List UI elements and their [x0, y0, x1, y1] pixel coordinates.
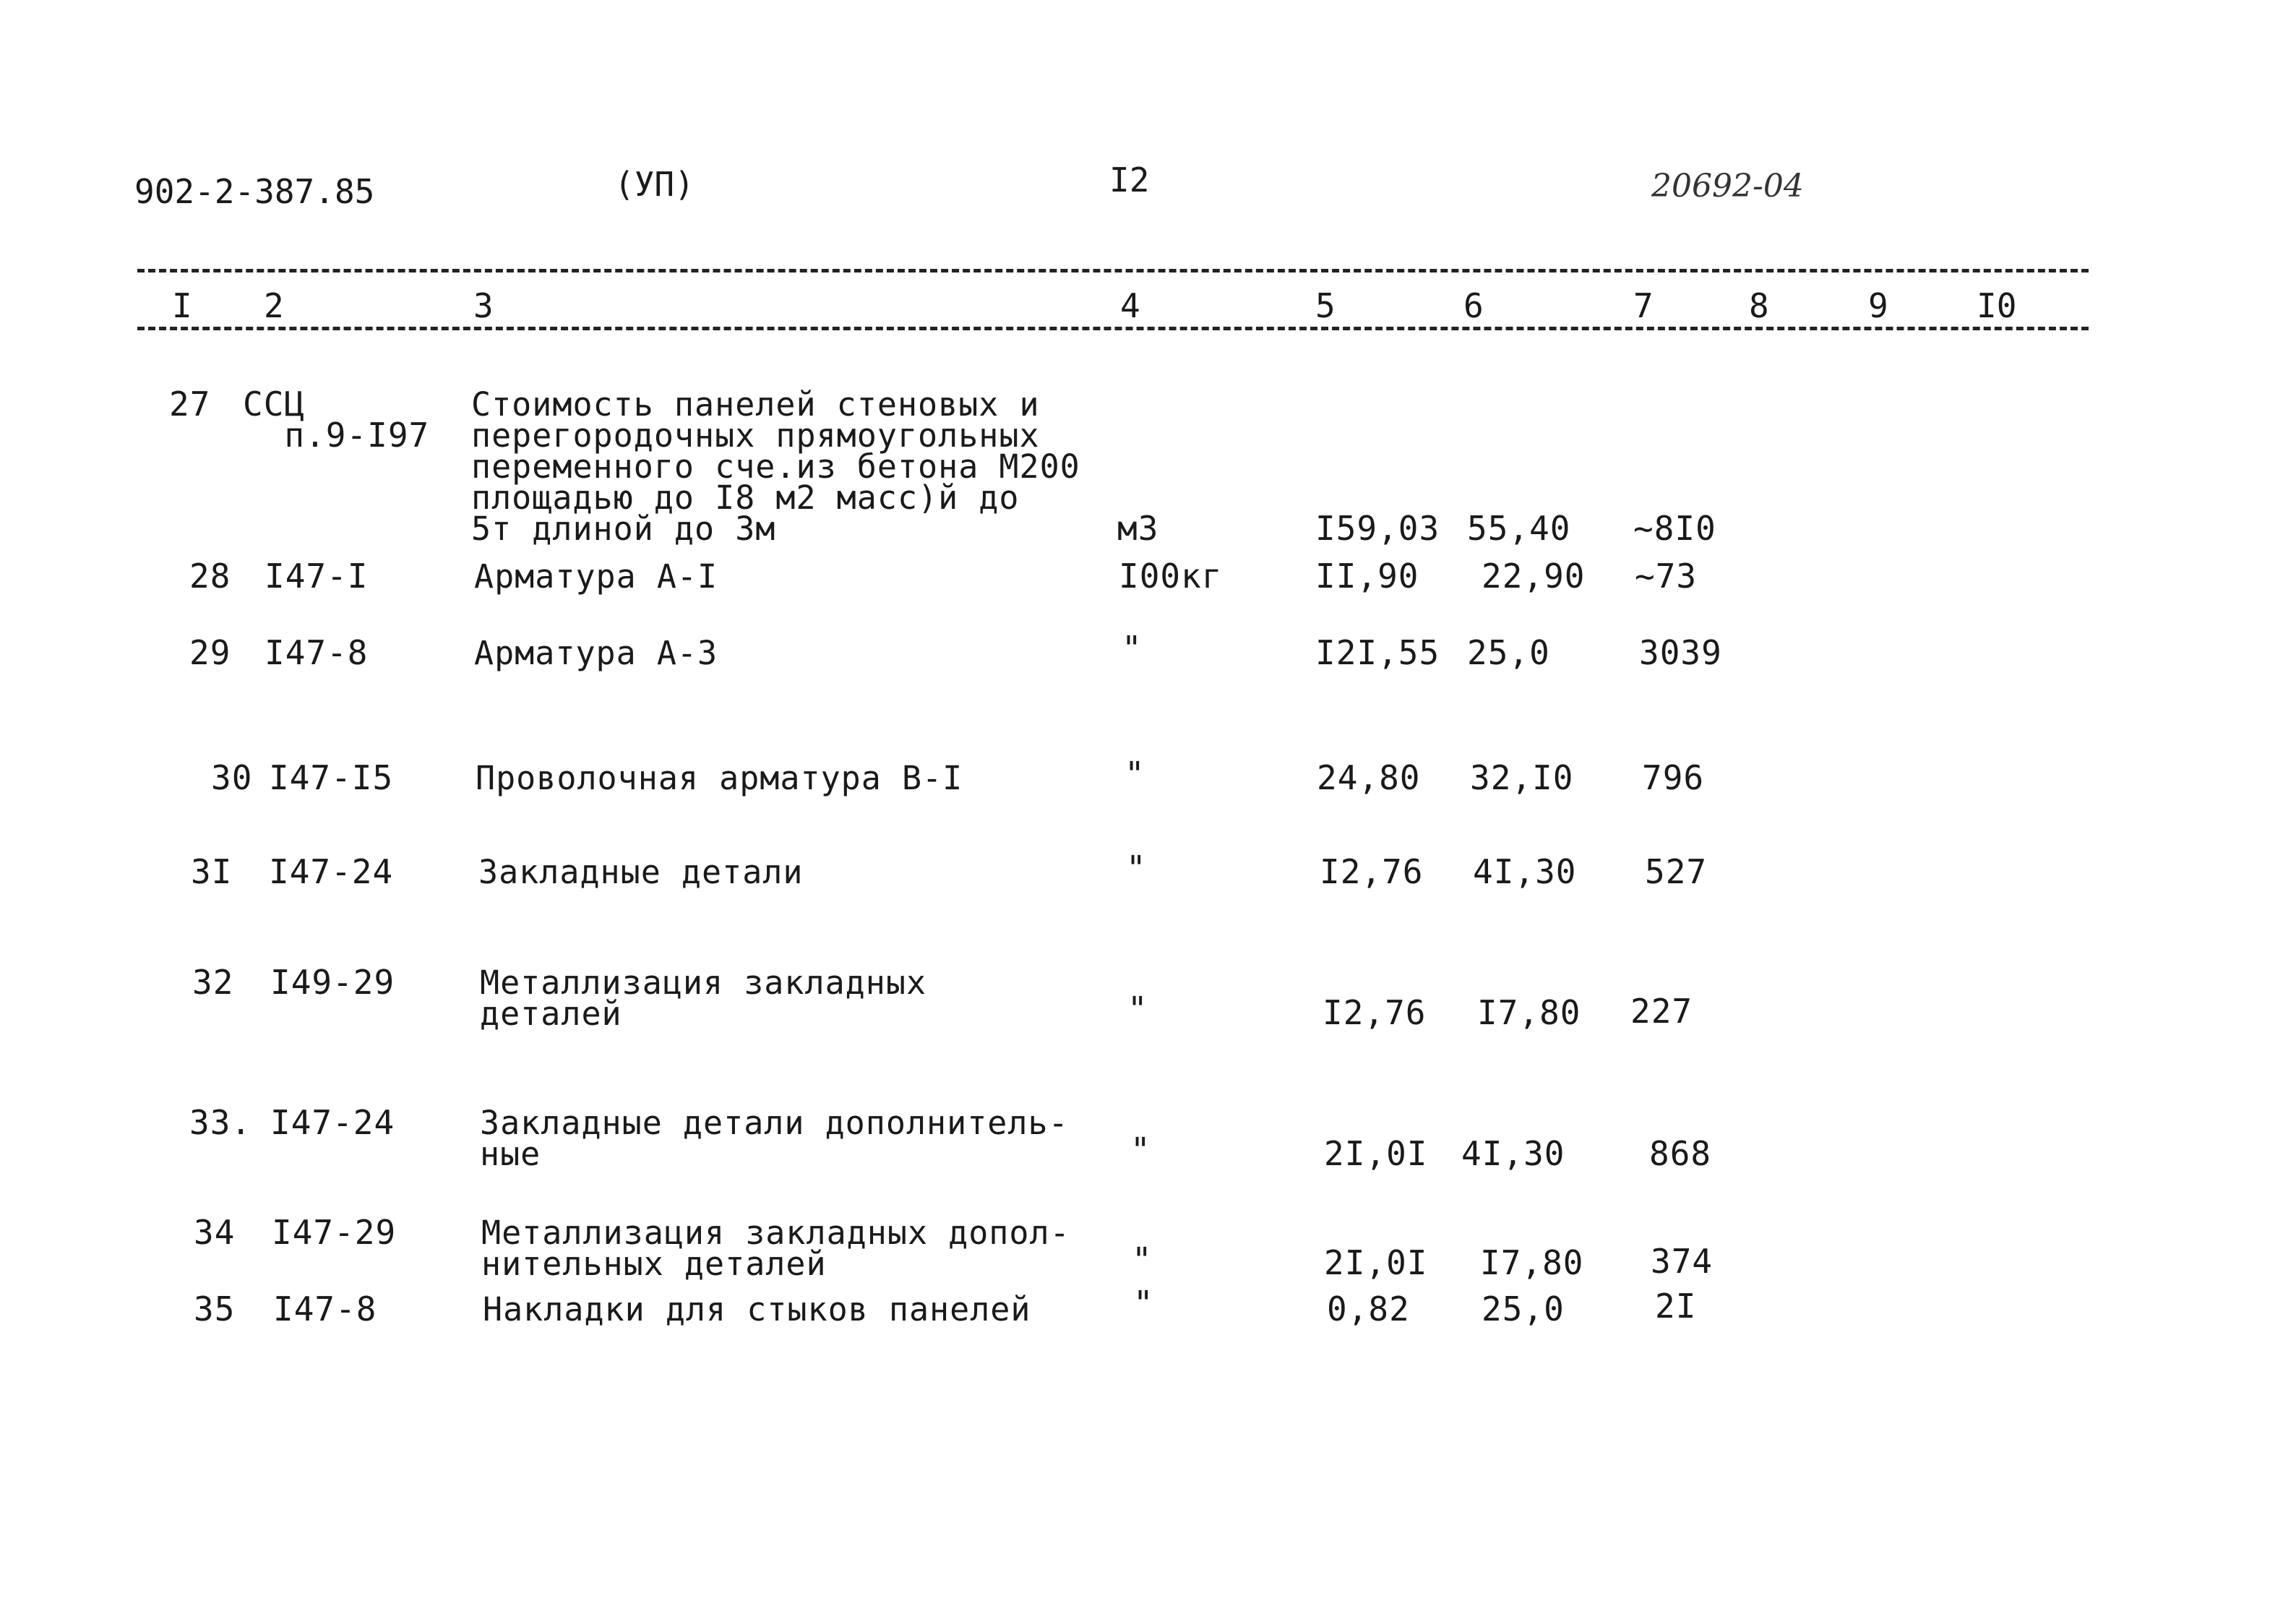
row-price: I59,03 [1315, 509, 1440, 548]
row-unit: " [1125, 755, 1145, 794]
row-unit: м3 [1117, 509, 1159, 548]
row-number: 30 [211, 758, 253, 797]
section-code: (УП) [614, 165, 695, 204]
column-number-2: 2 [264, 286, 284, 325]
row-description: Закладные детали [478, 853, 804, 891]
row-number: 33. [189, 1103, 252, 1142]
row-description: Проволочная арматура В-I [476, 759, 963, 797]
row-number: 29 [189, 633, 231, 672]
row-price: 2I,0I [1324, 1134, 1428, 1173]
inventory-number: 20692-04 [1651, 168, 1804, 205]
row-description: Закладные детали дополнитель- ные [480, 1104, 1069, 1173]
row-total: 796 [1642, 758, 1705, 797]
row-code: I47-8 [265, 633, 369, 672]
row-description: Стоимость панелей стеновых и перегородочных прямоугольных переменного сче.из бетона М200 площадью до I8 м2 масс)й до 5т длиной до 3м [471, 385, 1080, 548]
row-coefficient: 22,90 [1482, 557, 1586, 596]
page-number: I2 [1109, 160, 1150, 199]
row-total: 3039 [1639, 633, 1722, 672]
top-dashed-rule [137, 269, 2089, 272]
row-price: I2I,55 [1315, 633, 1440, 672]
row-number: 35 [194, 1289, 236, 1329]
row-code: ССЦ п.9-I97 [243, 385, 430, 455]
row-price: I2,76 [1323, 993, 1427, 1032]
row-total: ~73 [1635, 557, 1698, 596]
row-number: 32 [192, 963, 234, 1002]
row-code: I47-24 [269, 852, 394, 891]
row-price: II,90 [1315, 557, 1419, 596]
row-number: 3I [191, 852, 233, 891]
column-number-3: 3 [473, 286, 494, 325]
row-coefficient: 25,0 [1482, 1289, 1565, 1329]
doc-code: 902-2-387.85 [134, 172, 375, 211]
row-total: 227 [1630, 992, 1693, 1031]
column-number-5: 5 [1315, 286, 1336, 325]
row-code: I47-8 [273, 1289, 377, 1329]
row-coefficient: 55,40 [1467, 509, 1571, 548]
row-total: 868 [1649, 1134, 1712, 1173]
column-number-10: I0 [1977, 286, 2017, 325]
row-code: I47-I5 [269, 758, 394, 797]
column-number-7: 7 [1633, 286, 1654, 325]
row-number: 34 [194, 1213, 236, 1252]
row-price: 24,80 [1317, 758, 1421, 797]
row-number: 27 [169, 385, 211, 424]
row-number: 28 [189, 557, 231, 596]
row-price: 2I,0I [1324, 1243, 1428, 1282]
row-description: Металлизация закладных допол- нительных деталей [481, 1214, 1070, 1283]
row-code: I49-29 [270, 963, 395, 1002]
column-number-1: I [172, 286, 192, 325]
row-description: Арматура А-3 [474, 634, 718, 672]
row-total: 374 [1651, 1242, 1714, 1281]
row-total: ~8I0 [1633, 509, 1716, 548]
row-description: Арматура А-I [474, 557, 718, 596]
column-number-8: 8 [1749, 286, 1769, 325]
row-unit: " [1122, 629, 1143, 668]
row-description: Накладки для стыков панелей [483, 1290, 1031, 1329]
row-price: 0,82 [1327, 1289, 1410, 1329]
header-dashed-rule [137, 327, 2089, 330]
row-description: Металлизация закладных деталей [480, 963, 927, 1033]
row-total: 2I [1655, 1287, 1697, 1326]
row-coefficient: 4I,30 [1461, 1134, 1565, 1173]
row-coefficient: I7,80 [1477, 993, 1581, 1032]
row-unit: " [1130, 1130, 1151, 1169]
column-number-9: 9 [1868, 286, 1888, 325]
row-unit: " [1126, 849, 1147, 888]
row-total: 527 [1645, 852, 1708, 891]
row-unit: " [1133, 1284, 1154, 1323]
row-coefficient: I7,80 [1480, 1243, 1584, 1282]
row-coefficient: 25,0 [1467, 633, 1550, 672]
row-unit: I00кг [1119, 557, 1223, 596]
row-code: I47-24 [270, 1103, 395, 1142]
column-number-4: 4 [1120, 286, 1140, 325]
column-number-6: 6 [1463, 286, 1484, 325]
row-unit: " [1127, 990, 1148, 1029]
row-coefficient: 4I,30 [1473, 852, 1577, 891]
row-code: I47-29 [272, 1213, 397, 1252]
row-code: I47-I [265, 557, 369, 596]
row-price: I2,76 [1320, 852, 1424, 891]
row-unit: " [1132, 1240, 1153, 1279]
row-coefficient: 32,I0 [1470, 758, 1574, 797]
